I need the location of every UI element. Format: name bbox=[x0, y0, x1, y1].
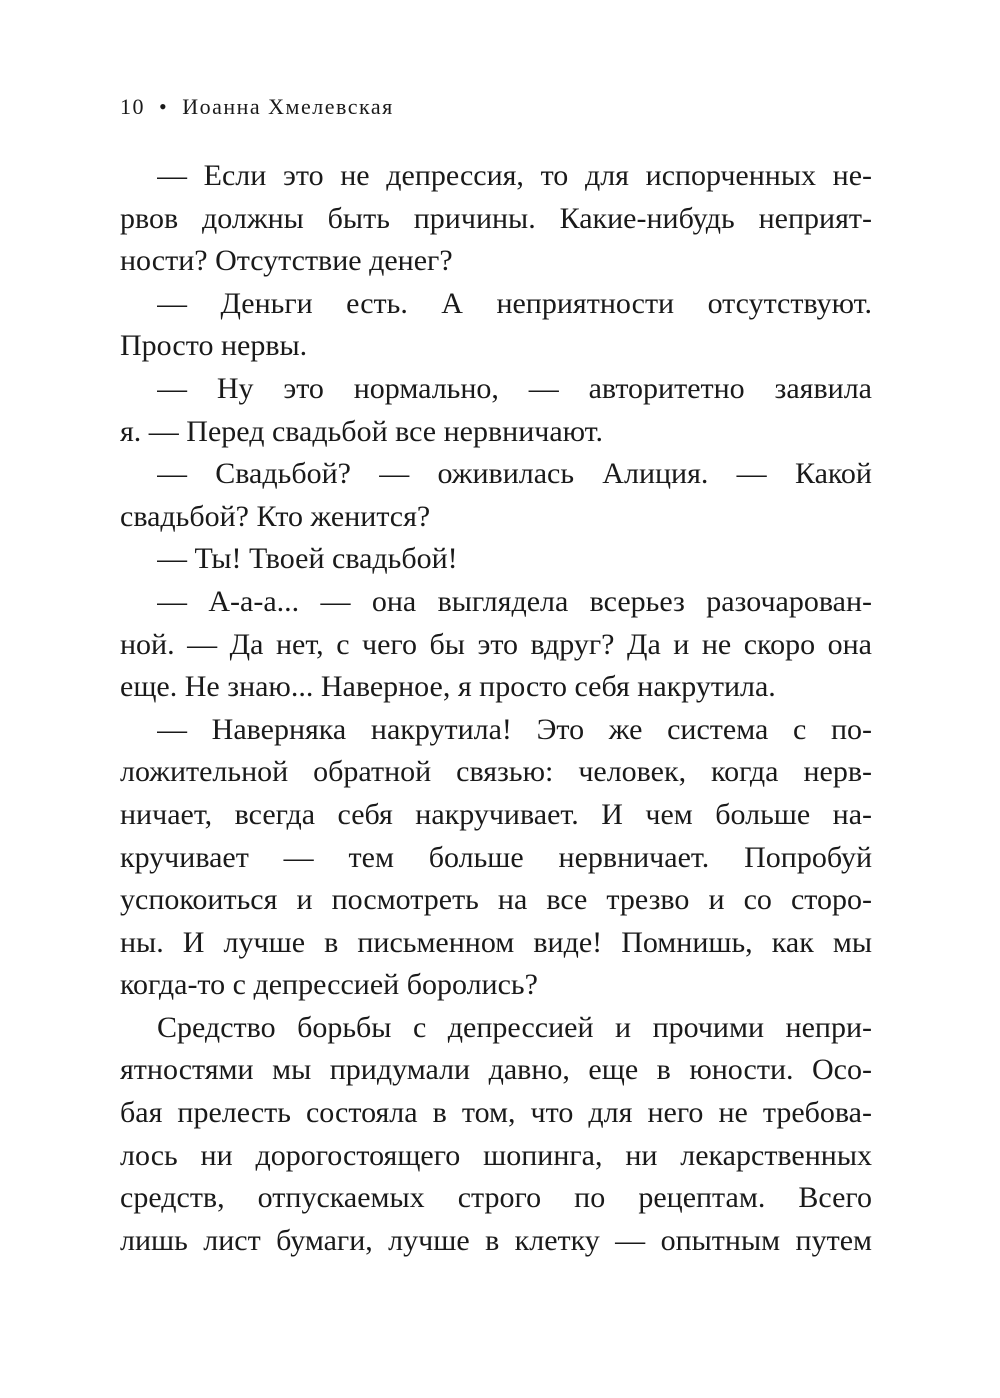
text-line: ложительной обратной связью: человек, когда нерв- bbox=[120, 755, 872, 789]
text-line: рвов должны быть причины. Какие-нибудь неприят- bbox=[120, 201, 872, 235]
text-line: ной. — Да нет, с чего бы это вдруг? Да и не скоро она bbox=[120, 627, 872, 661]
text-line: Просто нервы. bbox=[120, 329, 308, 363]
text-line: Средство борьбы с депрессией и прочими непри- bbox=[157, 1010, 872, 1044]
text-line: ничает, всегда себя накручивает. И чем больше на- bbox=[120, 797, 872, 831]
text-line: я. — Перед свадьбой все нервничают. bbox=[120, 414, 604, 448]
text-line: свадьбой? Кто женится? bbox=[120, 499, 431, 533]
running-head bbox=[120, 92, 394, 122]
header-separator: • bbox=[159, 94, 169, 119]
text-line: — Наверняка накрутила! Это же система с по- bbox=[157, 712, 872, 746]
page-number: 10 bbox=[120, 94, 145, 119]
text-line: успокоиться и посмотреть на все трезво и со сторо- bbox=[120, 883, 872, 917]
text-line: — Ты! Твоей свадьбой! bbox=[157, 542, 458, 576]
text-line: лишь лист бумаги, лучше в клетку — опытным путем bbox=[120, 1223, 872, 1257]
text-line: — Свадьбой? — оживилась Алиция. — Какой bbox=[157, 457, 872, 491]
body-text bbox=[120, 155, 872, 1262]
text-line: — Ну это нормально, — авторитетно заявила bbox=[157, 371, 872, 405]
text-line: бая прелесть состояла в том, что для него не требова- bbox=[120, 1096, 872, 1130]
text-line: ны. И лучше в письменном виде! Помнишь, как мы bbox=[120, 925, 872, 959]
text-line: когда-то с депрессией боролись? bbox=[120, 968, 538, 1002]
text-line: — А-а-а... — она выглядела всерьез разочарован- bbox=[157, 584, 872, 618]
text-line: средств, отпускаемых строго по рецептам. Всего bbox=[120, 1181, 872, 1215]
text-line: кручивает — тем больше нервничает. Попробуй bbox=[120, 840, 872, 874]
text-line: — Деньги есть. А неприятности отсутствуют. bbox=[157, 286, 872, 320]
text-line: лось ни дорогостоящего шопинга, ни лекарственных bbox=[120, 1138, 872, 1172]
author-name: Иоанна Хмелевская bbox=[182, 94, 394, 119]
text-line: — Если это не депрессия, то для испорченных не- bbox=[157, 159, 872, 192]
text-line: еще. Не знаю... Наверное, я просто себя накрутила. bbox=[120, 670, 776, 704]
text-line: ности? Отсутствие денег? bbox=[120, 244, 453, 278]
text-line: ятностями мы придумали давно, еще в юности. Осо- bbox=[120, 1053, 872, 1087]
